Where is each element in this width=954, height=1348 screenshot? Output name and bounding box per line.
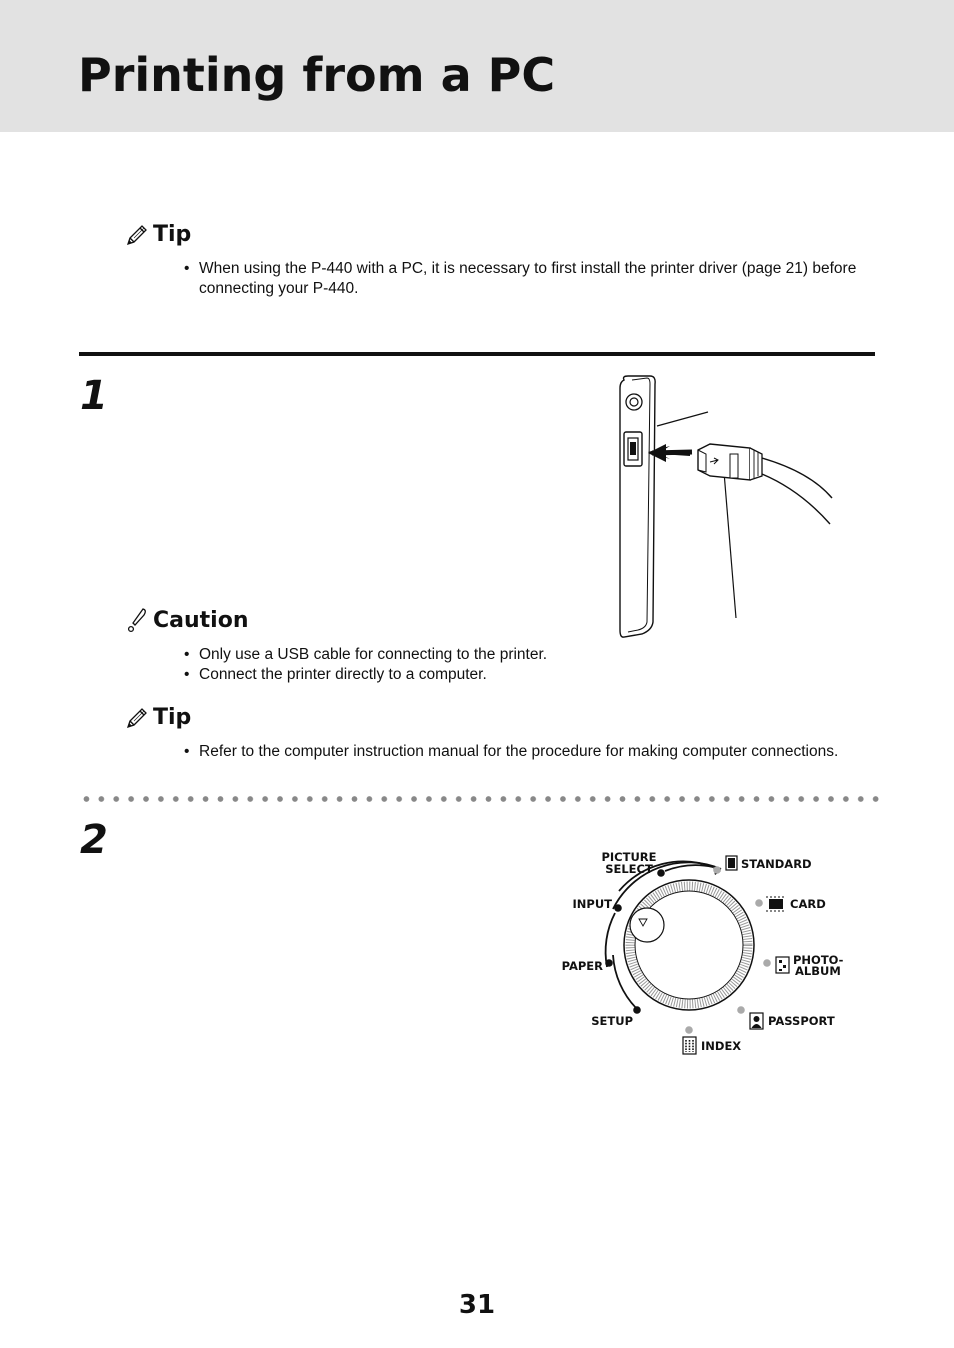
list-item: • Refer to the computer instruction manual for the procedure for making computer connections. (184, 742, 884, 762)
dial-label-select: SELECT (605, 862, 653, 876)
section-divider (79, 352, 875, 356)
page-title: Printing from a PC (78, 48, 556, 102)
tip-list-1 (184, 259, 884, 299)
card-icon (766, 897, 786, 911)
caution-list (184, 645, 604, 685)
usb-connection-illustration (610, 372, 840, 642)
dial-label-setup: SETUP (591, 1014, 633, 1028)
passport-icon (750, 1013, 763, 1029)
pencil-icon (125, 223, 149, 247)
dial-label-photo: PHOTO- (793, 953, 844, 967)
page-number: 31 (458, 1290, 496, 1320)
dotted-divider (79, 796, 879, 802)
mode-dial-illustration (555, 845, 855, 1060)
index-icon (683, 1037, 696, 1054)
dial-label-picture: PICTURE (601, 850, 657, 864)
caution-icon (125, 607, 149, 633)
dial-label-passport: PASSPORT (768, 1014, 835, 1028)
list-item: • Connect the printer directly to a computer. (184, 665, 604, 685)
tip-list-2 (184, 742, 884, 762)
dial-label-album: ALBUM (795, 964, 841, 978)
tip-heading-1 (125, 222, 191, 247)
list-item: • When using the P-440 with a PC, it is necessary to first install the printer driver (page 21) before connecting your P-440. (184, 259, 884, 299)
dial-label-card: CARD (790, 897, 826, 911)
dial-label-paper: PAPER (561, 959, 603, 973)
standard-icon (726, 856, 737, 870)
tip-heading-label: Tip (153, 705, 192, 730)
caution-heading-label: Caution (153, 607, 249, 633)
photo-album-icon (776, 957, 789, 973)
tip-heading-2 (125, 705, 191, 730)
dial-label-standard: STANDARD (741, 857, 812, 871)
dial-label-input: INPUT (572, 897, 612, 911)
list-item: • Only use a USB cable for connecting to the printer. (184, 645, 604, 665)
step-number-1: 1 (80, 373, 108, 419)
pencil-icon (125, 706, 149, 730)
step-number-2: 2 (80, 817, 108, 863)
caution-heading (125, 607, 249, 633)
tip-heading-label: Tip (153, 222, 192, 247)
dial-label-index: INDEX (701, 1039, 742, 1053)
